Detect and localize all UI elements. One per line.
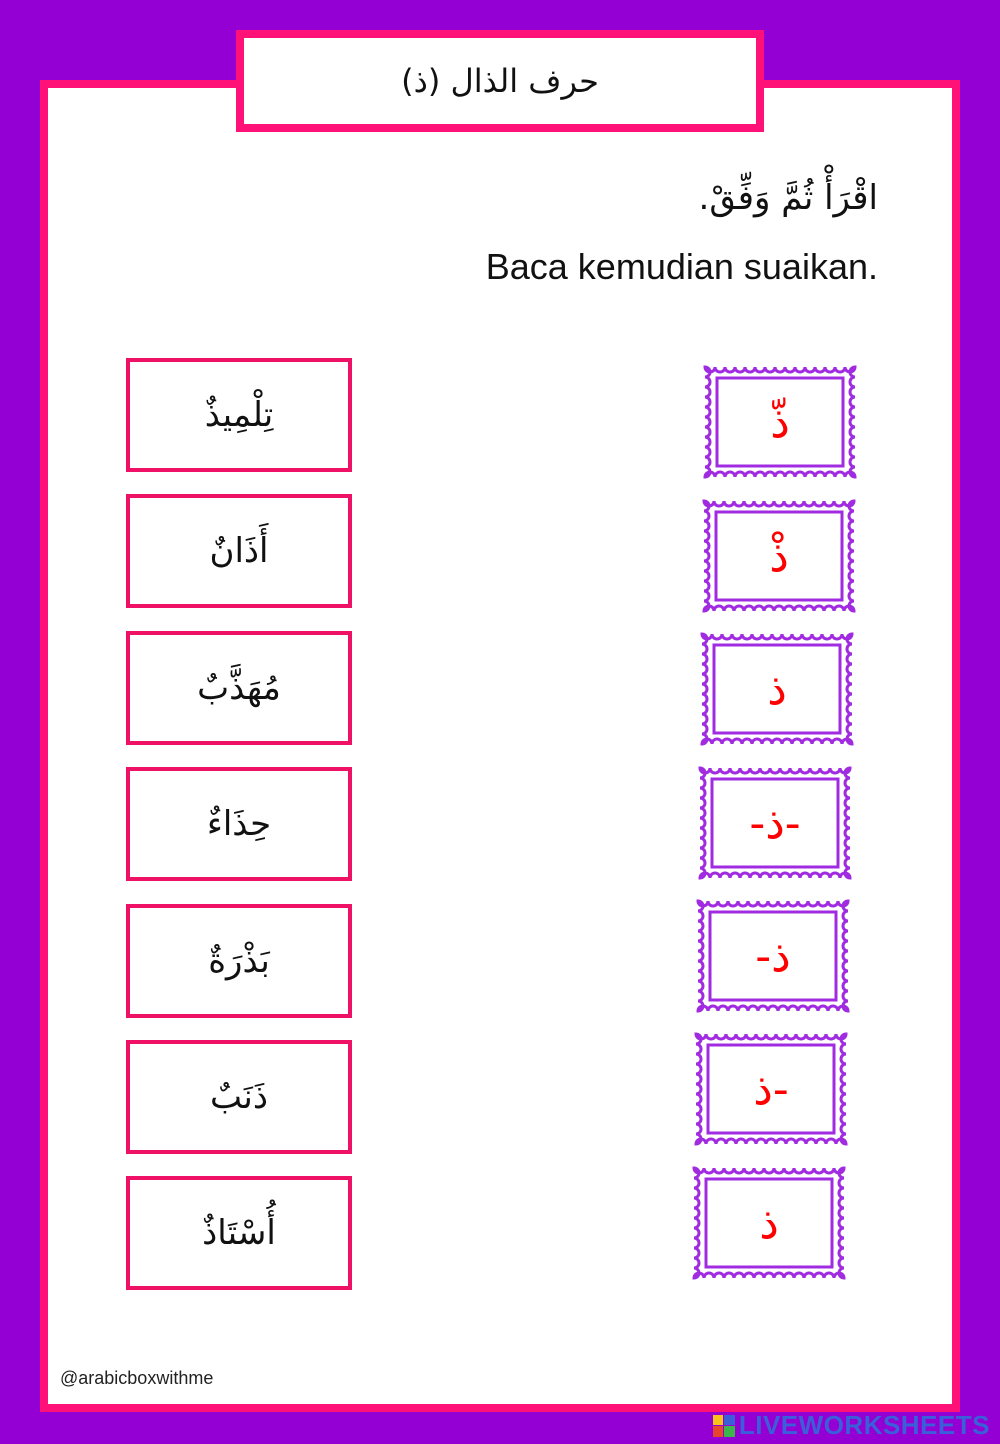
letter-stamp[interactable] bbox=[690, 896, 856, 1016]
page-title: حرف الذال (ذ) bbox=[236, 30, 764, 132]
letter-form: ذّ bbox=[770, 396, 790, 448]
word-box[interactable]: تِلْمِيذٌ bbox=[126, 358, 352, 472]
word-box[interactable]: ذَنَبٌ bbox=[126, 1040, 352, 1154]
letter-stamp[interactable] bbox=[694, 629, 860, 749]
word-box[interactable]: مُهَذَّبٌ bbox=[126, 631, 352, 745]
letter-form: ذ bbox=[759, 1197, 779, 1249]
word-box[interactable]: أُسْتَاذٌ bbox=[126, 1176, 352, 1290]
letter-stamp[interactable] bbox=[692, 763, 858, 883]
letter-form: ذ bbox=[767, 663, 787, 715]
word-box[interactable]: بَذْرَةٌ bbox=[126, 904, 352, 1018]
letter-form: -ذ- bbox=[749, 797, 801, 849]
letter-stamp[interactable] bbox=[696, 496, 862, 616]
letter-stamp[interactable] bbox=[686, 1163, 852, 1283]
letter-stamp[interactable] bbox=[697, 362, 863, 482]
instruction-malay: Baca kemudian suaikan. bbox=[485, 246, 878, 287]
watermark-text: LIVEWORKSHEETS bbox=[738, 1410, 990, 1440]
watermark bbox=[713, 1410, 990, 1441]
letter-form: ذ- bbox=[753, 1063, 789, 1115]
word-box[interactable]: أَذَانٌ bbox=[126, 494, 352, 608]
liveworksheets-logo-icon bbox=[713, 1415, 735, 1437]
author-credit: @arabicboxwithme bbox=[60, 1368, 214, 1388]
instruction-arabic: اقْرَأْ ثُمَّ وَفِّقْ. bbox=[698, 178, 878, 218]
letter-stamp[interactable] bbox=[688, 1029, 854, 1149]
letter-form: -ذ bbox=[755, 930, 791, 982]
letter-form: ذْ bbox=[769, 530, 789, 582]
word-box[interactable]: حِذَاءٌ bbox=[126, 767, 352, 881]
